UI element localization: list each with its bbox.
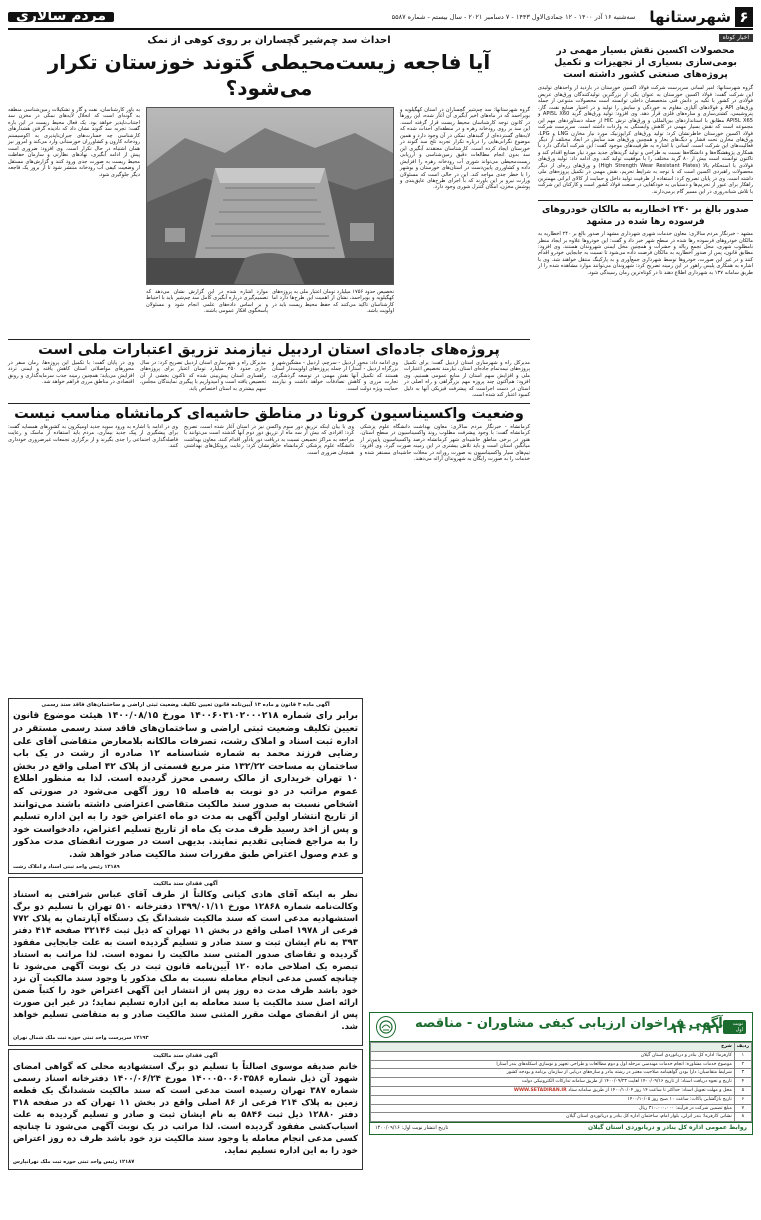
lead-headline: آیا فاجعه زیست‌محیطی گتوند خوزستان تکرار می‌شود؟ bbox=[47, 50, 491, 100]
article-headline: محصولات اکسین نقش بسیار مهمی در بومی‌سازی بسیاری از تجهیزات و تکمیل پروژه‌های صنعتی کشور داشته است bbox=[554, 45, 737, 81]
notice-body: نظر به اینکه آقای هادی کیانی وکالتاً از طرف آقای عباس شرافتی به استناد وکالت‌نامه شماره ۱۲۸۶۸ مورخ ۱۳۹۹/۰۱/۱۱ دفترخانه ۵۱۰ تهران با تسلیم دو برگ استشهادیه مدعی است که سند مالکیت ششدانگ یک دستگاه آپارتمان به پلاک ۷۷۲ فرعی از ۱۹۷۸ اصلی واقع در بخش ۱۱ تهران که ذیل ثبت ۳۲۱۴۶ صفحه ۴۱۴ دفتر ۳۹۳ به نام ایشان ثبت و سند صادر و تسلیم گردیده است به علت جابجایی مفقود گردیده و تقاضای صدور المثنی سند مالکیت را نموده است. لذا مراتب به استناد تبصره یک اصلاحی ماده ۱۲۰ آیین‌نامه قانون ثبت در یک نوبت آگهی می‌شود تا چنانچه کسی مدعی انجام معامله نسبت به ملک مذکور یا وجود سند مالکیت آن نزد خود باشد ظرف مدت ده روز پس از انتشار این آگهی اعتراض خود را کتباً ضمن ارائه اصل سند مالکیت یا سند معامله به این اداره تسلیم نماید؛ در غیر این صورت پس از انقضای مهلت مقرر المثنی سند مالکیت صادر و به متقاضی تسلیم خواهد شد. bbox=[13, 890, 358, 1033]
article-column: وی در پایان گفت: با تکمیل این پروژه‌ها، زمان سفر در محورهای مواصلاتی استان کاهش یافته و ایمنی تردد افزایش می‌یابد؛ همچنین زمینه جذب سرمایه‌گذاری و رونق اقتصادی در مناطق مرزی فراهم خواهد شد. bbox=[8, 360, 134, 386]
ad-title: آگهی فراخوان ارزیابی کیفی مشاوران - مناقصه ۱۴۰۰/۲۲ bbox=[414, 1015, 723, 1037]
story2-body bbox=[8, 360, 530, 399]
article-body: مشهد - خبرنگار مردم سالاری: معاون خدمات شهری شهرداری مشهد از صدور بالغ بر ۲۴۰ اخطاریه به مالکان خودروهای فرسوده رها شده در سطح شهر خبر داد و گفت: این خودروها علاوه بر ایجاد منظر نامطلوب شهری، محل تجمع زباله و حشرات و همچنین مخل ایمنی شهروندان هستند. وی افزود: مطابق قانون، پس از صدور اخطاریه به مالکان فرصت داده می‌شود تا نسبت به جابجایی خودرو اقدام کنند و در غیر این صورت، خودروها توسط شهرداری جمع‌آوری و به پارکینگ منتقل خواهند شد. وی با اشاره به همکاری پلیس راهور در این زمینه تصریح کرد: شهروندان می‌توانند موارد مشاهده شده را از طریق سامانه ۱۳۷ به شهرداری اطلاع دهند تا در کوتاه‌ترین زمان رسیدگی شود. bbox=[538, 231, 753, 276]
notice-header: آگهی ماده ۳ قانون و ماده ۱۳ آیین‌نامه قانون تعیین تکلیف وضعیت ثبتی اراضی و ساختمان‌های فاقد سند رسمی bbox=[41, 702, 330, 708]
ad-badge: نوبت اول bbox=[723, 1020, 746, 1035]
table-row: ۸ نشانی کارفرما: بندر انزلی، بلوار امام، ساختمان اداره کل بنادر و دریانوردی استان گیلان bbox=[371, 1113, 752, 1122]
masthead bbox=[8, 6, 753, 30]
notice-signature: ۱۲۱۸۹ رئیس واحد ثبتی اسناد و املاک رشت bbox=[13, 863, 120, 870]
col-header-row: ردیف bbox=[734, 1043, 751, 1052]
table-cell: موضوع خدمات مشاوره: انجام خدمات مهندسی مرحله اول و دوم مطالعات و طراحی تجهیز و نوسازی اسکله‌های بندر آستارا bbox=[371, 1060, 735, 1069]
notice-signature: ۱۲۱۸۷ رئیس واحد ثبتی حوزه ثبت ملک تهرانپارس bbox=[13, 1159, 135, 1166]
photo-caption-row bbox=[146, 289, 394, 315]
table-cell: تاریخ بازگشایی پاکات: ساعت ۱۰ صبح روز ۱۴۰۰/۱۰/۰۵ bbox=[371, 1095, 735, 1104]
table-row: ۲ موضوع خدمات مشاوره: انجام خدمات مهندسی مرحله اول و دوم مطالعات و طراحی تجهیز و نوسازی اسکله‌های بندر آستارا bbox=[371, 1060, 752, 1069]
table-cell-text: محل و مهلت تحویل اسناد: حداکثر تا ساعت ۱۴ روز ۱۴۰۰/۱۰/۰۴ از طریق سامانه ستاد bbox=[568, 1087, 732, 1093]
notice-body: برابر رای شماره ۱۴۰۰۶۰۳۱۰۲۰۰۰۲۱۸ مورخ ۱۴۰۰/۰۸/۱۵ هیئت موضوع قانون تعیین تکلیف وضعیت ثبتی اراضی و ساختمان‌های فاقد سند رسمی مستقر در اداره ثبت اسناد و املاک رشت، تصرفات مالکانه بلامعارض متقاضی آقای علی رضایی فرزند محمد به شماره شناسنامه ۱۲ صادره از رشت در یک باب ساختمان به مساحت ۱۳۲/۲۲ متر مربع قسمتی از پلاک ۴۲ اصلی واقع در بخش ۱۰ تهران خریداری از مالک رسمی محرز گردیده است. لذا به منظور اطلاع عموم مراتب در دو نوبت به فاصله ۱۵ روز آگهی می‌شود در صورتی که اشخاص نسبت به صدور سند مالکیت متقاضی اعتراضی داشته باشند می‌توانند از تاریخ انتشار اولین آگهی به مدت دو ماه اعتراض خود را به این اداره تسلیم و پس از اخذ رسید ظرف مدت یک ماه از تاریخ تسلیم اعتراض، دادخواست خود را به مراجع قضایی تقدیم نمایند. بدیهی است در صورت انقضای مدت مذکور و عدم وصول اعتراض طبق مقررات سند مالکیت صادر خواهد شد. bbox=[13, 711, 358, 860]
issue-line: سه‌شنبه ۱۶ آذر ۱۴۰۰ - ۱۲ جمادی‌الاول ۱۴۴۳ - ۷ دسامبر ۲۰۲۱ - سال بیستم - شماره ۵۵۸۷ bbox=[391, 12, 636, 21]
ad-date: تاریخ انتشار نوبت اول: ۱۴۰۰/۰۹/۱۶ bbox=[375, 1125, 449, 1132]
news-tag: اخبار کوتاه bbox=[719, 34, 753, 42]
main-area bbox=[8, 34, 530, 462]
article-column: موارد اشاره شده در این گزارش نشان می‌دهد که تصمیم‌گیری درباره آبگیری کامل سد چم‌شیر باید با احتیاط و بر اساس داده‌های علمی انجام شود و مسئولان پاسخگوی افکار عمومی باشند. bbox=[146, 289, 268, 315]
dam-photo bbox=[146, 107, 394, 285]
table-cell: مبلغ تضمین شرکت در فرآیند: ۳۱۰،۰۰۰،۰۰۰ ریال bbox=[371, 1104, 735, 1113]
divider bbox=[538, 200, 753, 201]
notice-header: آگهی فقدان سند مالکیت bbox=[153, 1052, 218, 1059]
ad-publisher: روابط عمومی اداره کل بنادر و دریانوردی استان گیلان bbox=[587, 1124, 747, 1132]
table-cell: تاریخ و نحوه دریافت اسناد: از تاریخ ۱۴۰۰/۰۹/۱۶ لغایت ۱۴۰۰/۰۹/۲۳ از طریق سامانه تدارکات الکترونیکی دولت bbox=[371, 1078, 735, 1087]
website-link[interactable]: WWW.SETADIRAN.IR bbox=[513, 1087, 567, 1093]
paper-logo: مردم سالاری bbox=[8, 12, 114, 22]
section-title: شهرستانها bbox=[649, 7, 731, 26]
story3-body bbox=[8, 424, 530, 463]
table-cell: کارفرما: اداره کل بنادر و دریانوردی استان گیلان bbox=[371, 1051, 735, 1060]
article-column: وی در ادامه با اشاره به ورود سویه جدید اومیکرون به کشورهای همسایه گفت: برای پیشگیری از پیک جدید بیماری، مردم باید استفاده از ماسک و رعایت فاصله‌گذاری اجتماعی را جدی بگیرند و از برگزاری تجمعات غیرضروری خودداری کنند. bbox=[8, 423, 178, 450]
article-column: کرمانشاه - خبرنگار مردم سالاری: معاون بهداشت دانشگاه علوم پزشکی کرمانشاه گفت: با وجود پیشرفت مطلوب روند واکسیناسیون در سطح استان، هنوز در برخی مناطق حاشیه‌ای شهر کرمانشاه درصد واکسیناسیون پایین‌تر از میانگین استان است و باید تلاش بیشتری در این زمینه صورت گیرد. وی افزود: تیم‌های سیار واکسیناسیون به صورت روزانه در محلات حاشیه‌ای مستقر شده و خدمات را به صورت رایگان به شهروندان ارائه می‌دهند. bbox=[360, 423, 530, 462]
legal-notice bbox=[8, 698, 363, 874]
article-column: به باور کارشناسان، نفت و گاز و تشکیلات زمین‌شناسی منطقه به گونه‌ای است که انحلال لایه‌های نمکی در مخزن سد اجتناب‌ناپذیر خواهد بود. یک فعال محیط زیست در این باره گفت: تجربه سد گتوند نشان داد که نادیده گرفتن هشدارهای کارشناسی چه خسارت‌های جبران‌ناپذیری به اکوسیستم رودخانه کارون و کشاورزان خوزستانی وارد می‌کند و امروز نیز همان اشتباه در حال تکرار است. وی افزود: ضروری است پیش از ادامه آبگیری، نهادهای نظارتی و سازمان حفاظت محیط زیست به صورت جدی ورود کنند و گزارش‌های مستقل از وضعیت کیفی آب رودخانه منتشر شود تا از بروز یک فاجعه دیگر جلوگیری شود. bbox=[8, 107, 140, 178]
article-column: مدیرکل راه و شهرسازی استان اردبیل تصریح کرد: در سال جاری حدود ۲۵۰ میلیارد تومان اعتبار برای پروژه‌های راهسازی استان پیش‌بینی شده که تاکنون بخشی از آن تخصیص یافته است و امیدواریم با پیگیری نمایندگان مجلس، سهم بیشتری به استان اختصاص یابد. bbox=[140, 360, 267, 392]
table-cell: نشانی کارفرما: بندر انزلی، بلوار امام، ساختمان اداره کل بنادر و دریانوردی استان گیلان bbox=[371, 1113, 735, 1122]
col-header-desc: شرح bbox=[371, 1043, 735, 1052]
section-header bbox=[649, 7, 753, 27]
ad-table bbox=[370, 1042, 752, 1122]
story2-headline: پروژه‌های جاده‌ای استان اردبیل نیازمند تزریق اعتبارات ملی است bbox=[38, 342, 500, 358]
story3-headline: وضعیت واکسیناسیون کرونا در مناطق حاشیه‌ای کرمانشاه مناسب نیست bbox=[14, 405, 524, 422]
ad-header bbox=[370, 1013, 752, 1042]
table-row: ۴ تاریخ و نحوه دریافت اسناد: از تاریخ ۱۴۰۰/۰۹/۱۶ لغایت ۱۴۰۰/۰۹/۲۳ از طریق سامانه تدارکات الکترونیکی دولت bbox=[371, 1078, 752, 1087]
notice-body: خانم صدیقه موسوی اصالتاً با تسلیم دو برگ استشهادیه محلی که گواهی امضای شهود آن ذیل شماره ۱۴۰۰۰۵۰۰۶۰۳۵۸۶ مورخ ۱۴۰۰/۰۶/۲۴ دفترخانه اسناد رسمی شماره ۳۸۷ تهران رسیده است مدعی است که سند مالکیت ششدانگ یک قطعه زمین به پلاک ۲۱۴ فرعی از ۸۶ اصلی واقع در بخش ۱۱ تهران که در صفحه ۳۱۸ دفتر ۱۲۸۸۰ ذیل ثبت ۵۸۴۶ به نام ایشان ثبت و صادر و تسلیم گردیده به علت اسباب‌کشی مفقود گردیده است. لذا مراتب در یک نوبت آگهی می‌شود تا چنانچه کسی مدعی انجام معامله یا وجود سند مالکیت نزد خود باشد ظرف ده روز اعتراض خود را به این اداره تسلیم نماید. bbox=[13, 1062, 359, 1157]
table-row: ۵ محل و مهلت تحویل اسناد: حداکثر تا ساعت ۱۴ روز ۱۴۰۰/۱۰/۰۴ از طریق سامانه ستاد WWW.SETADIRAN.IR bbox=[371, 1086, 752, 1095]
table-cell: شرایط متقاضیان: دارا بودن گواهینامه صلاحیت معتبر در رشته بنادر و سازه‌های دریایی از سازمان برنامه و بودجه کشور bbox=[371, 1069, 735, 1078]
legal-notices bbox=[8, 698, 363, 1173]
ad-footer bbox=[370, 1122, 752, 1133]
table-row: ۷ مبلغ تضمین شرکت در فرآیند: ۳۱۰،۰۰۰،۰۰۰ ریال bbox=[371, 1104, 752, 1113]
legal-notice bbox=[8, 877, 363, 1046]
tender-advertisement bbox=[369, 1012, 753, 1135]
notice-header: آگهی فقدان سند مالکیت bbox=[153, 880, 218, 887]
legal-notice bbox=[8, 1049, 363, 1170]
lead-story bbox=[8, 107, 530, 339]
page-number: ۶ bbox=[735, 7, 753, 27]
article-headline: صدور بالغ بر ۲۴۰ اخطاریه به مالکان خودروهای فرسوده رها شده در مشهد bbox=[542, 205, 749, 228]
table-row: ۱ کارفرما: اداره کل بنادر و دریانوردی استان گیلان bbox=[371, 1051, 752, 1060]
notice-signature: ۱۲۱۹۳ سرپرست واحد ثبتی حوزه ثبت ملک شمال تهران bbox=[13, 1035, 149, 1042]
table-row: ۳ شرایط متقاضیان: دارا بودن گواهینامه صلاحیت معتبر در رشته بنادر و سازه‌های دریایی از سازمان برنامه و بودجه کشور bbox=[371, 1069, 752, 1078]
article-column: وی ادامه داد: محور اردبیل - سرچم، اردبیل - مشگین‌شهر و بزرگراه اردبیل - آستارا از جمله پروژه‌های اولویت‌دار استان هستند که تکمیل آنها نقش مهمی در توسعه گردشگری، تجارت مرزی و کاهش تصادفات خواهد داشت و نیازمند حمایت ویژه دولت است. bbox=[272, 360, 398, 392]
article-column: وی با بیان اینکه تزریق دوز سوم واکسن نیز در استان آغاز شده است، تصریح کرد: افرادی که بیش از سه ماه از تزریق دوز دوم آنها گذشته است می‌توانند با مراجعه به مراکز تجمیعی نسبت به دریافت دوز یادآور اقدام کنند. معاون بهداشت دانشگاه علوم پزشکی کرمانشاه خاطرنشان کرد: رعایت پروتکل‌های بهداشتی همچنان ضروری است. bbox=[184, 423, 354, 456]
article-column: تخصیص حدود ۱۷۵۶ میلیارد تومان اعتبار ملی به پروژه‌های کهگیلویه و بویراحمد، نشان از اهمیت این طرح‌ها دارد اما کارشناسان تاکید می‌کنند که حفظ محیط زیست باید در اولویت باشد. bbox=[272, 289, 394, 315]
article-column: گروه شهرستانها: سد چم‌شیر گچساران در استان کهگیلویه و بویراحمد که در ماه‌های اخیر آبگیری آن آغاز شده، این روزها در کانون توجه کارشناسان محیط زیست قرار گرفته است. این سد بر روی رودخانه زهره و در منطقه‌ای احداث شده که لایه‌های گسترده‌ای از گنبدهای نمکی در آن وجود دارد و همین موضوع نگرانی‌هایی را درباره تکرار تجربه تلخ سد گتوند در خوزستان ایجاد کرده است. کارشناسان معتقدند آبگیری این سد بدون انجام مطالعات دقیق زمین‌شناسی و ارزیابی زیست‌محیطی می‌تواند شوری آب رودخانه زهره را افزایش داده و کشاورزی پایین‌دست در استان‌های خوزستان و بوشهر را با خطر جدی مواجه کند. این در حالی است که مسئولان وزارت نیرو بر این باورند که با اجرای طرح‌های عایق‌بندی و پوشش مخزن، امکان کنترل شوری وجود دارد. bbox=[400, 107, 530, 191]
article-body: گروه شهرستانها: امیر لسانی سرپرست شرکت فولاد اکسین خوزستان در بازدید از واحدهای تولیدی این شرکت گفت: فولاد اکسین خوزستان به عنوان یکی از بزرگترین تولیدکنندگان ورق‌های عریض فولادی در کشور با تکیه بر دانش فنی متخصصان داخلی توانسته است محصولات متنوعی از جمله ورق‌های API و فولادهای آلیاژی مقاوم به خوردگی و سایش را تولید و در اختیار صنایع نفت، گاز، پتروشیمی، کشتی‌سازی و سازه‌های فلزی قرار دهد. وی افزود: تولید ورق‌های گرید API5L X60 و API5L X65 مطابق با استانداردهای بین‌المللی و ورق‌های ترش HIC از جمله دستاوردهای مهم این مجموعه است که نقش بسیار مهمی در کاهش وابستگی به واردات داشته است. سرپرست شرکت فولاد اکسین خوزستان خاطرنشان کرد: تولید ورق‌های کرایوژنیک مورد نیاز مخازن LNG و LPG، ورق‌های مخازن تحت فشار و دیگ‌های بخار و همچنین ورق‌های ضد سایش در ابعاد مختلف از دیگر فعالیت‌های این شرکت است. لسانی با اشاره به ظرفیت‌های موجود گفت: این شرکت آمادگی دارد با همکاری پژوهشگاه‌ها و دانشگاه‌ها نسبت به طراحی و تولید گریدهای جدید مورد نیاز صنایع اقدام کند و تاکنون توانسته است بیش از ۸۰ گرید مختلف را با موفقیت تولید کند. وی ادامه داد: تولید ورق‌های فولادی با استحکام بالا (High Strength Wear Resistant Plates) و ورق‌های زره‌ای از دیگر محصولات راهبردی اکسین است که با توجه به شرایط تحریم، نقش مهمی در تکمیل پروژه‌های ملی داشته است. وی در پایان تصریح کرد: استفاده از ظرفیت تولید داخل و حمایت از کالای ایرانی مهمترین راهکار برای عبور از تحریم‌ها و دستیابی به خودکفایی در صنعت فولاد کشور است و کارکنان این شرکت با تلاش شبانه‌روزی در این مسیر گام برمی‌دارند. bbox=[538, 85, 753, 195]
table-cell bbox=[371, 1086, 735, 1095]
lead-kicker: احداث سد چم‌شیر گچساران بر روی کوهی از نمک bbox=[147, 35, 391, 46]
emblem-icon bbox=[376, 1016, 396, 1038]
article-column: مدیرکل راه و شهرسازی استان اردبیل گفت: برای تکمیل پروژه‌های نیمه‌تمام جاده‌ای استان، نیازمند تخصیص اعتبارات ملی و افزایش سهم استان از منابع عمومی هستیم. وی افزود: هم‌اکنون چند پروژه مهم بزرگراهی و راه اصلی در استان در دست اجراست که پیشرفت فیزیکی آنها به دلیل کمبود اعتبار کند شده است. bbox=[404, 360, 530, 399]
table-row: ۶ تاریخ بازگشایی پاکات: ساعت ۱۰ صبح روز ۱۴۰۰/۱۰/۰۵ bbox=[371, 1095, 752, 1104]
